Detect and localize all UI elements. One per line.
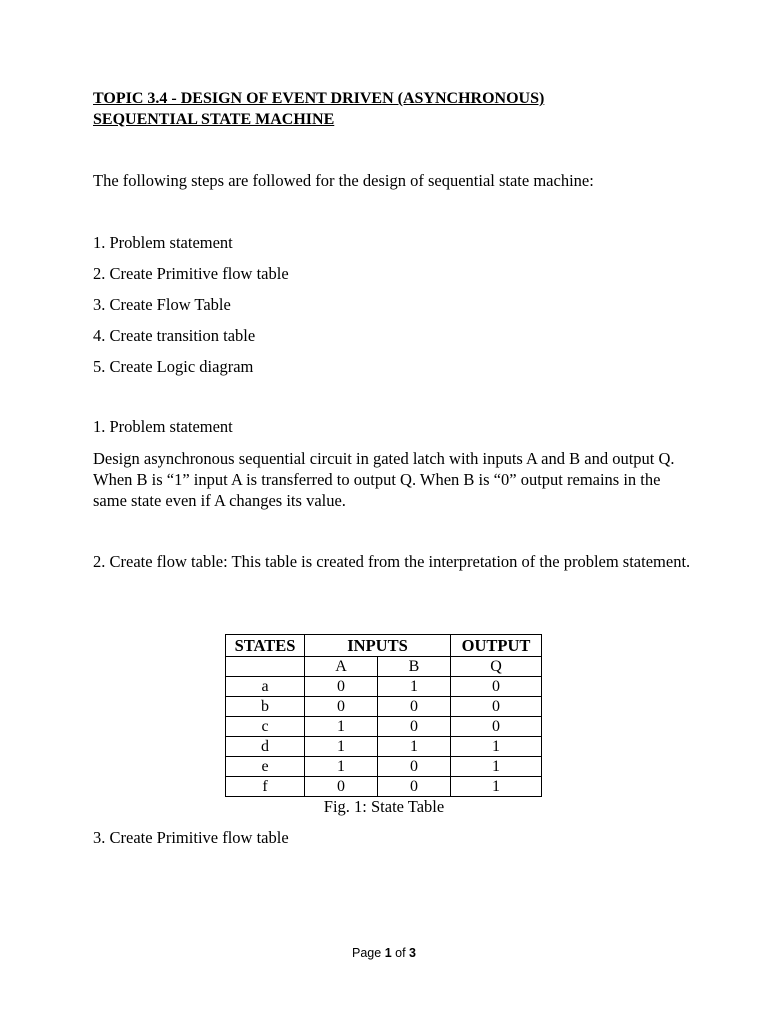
table-row — [226, 737, 542, 757]
subheader-a: A — [305, 657, 378, 677]
cell-b: 1 — [378, 677, 451, 697]
intro-paragraph: The following steps are followed for the design of sequential state machine: — [93, 171, 594, 190]
steps-list — [93, 232, 289, 387]
cell-a: 1 — [305, 737, 378, 757]
step-item: 2. Create Primitive flow table — [93, 264, 289, 283]
cell-state: a — [226, 677, 305, 697]
cell-q: 1 — [451, 757, 542, 777]
page-footer — [0, 946, 768, 960]
footer-total-pages: 3 — [409, 946, 416, 960]
step-item: 5. Create Logic diagram — [93, 357, 254, 376]
document-title — [93, 88, 693, 130]
cell-state: b — [226, 697, 305, 717]
cell-b: 0 — [378, 717, 451, 737]
cell-state: e — [226, 757, 305, 777]
cell-state: d — [226, 737, 305, 757]
table-row — [226, 697, 542, 717]
step-item: 3. Create Flow Table — [93, 295, 231, 314]
section-1-heading: 1. Problem statement — [93, 417, 233, 436]
subheader-b: B — [378, 657, 451, 677]
table-row — [226, 677, 542, 697]
step-item: 1. Problem statement — [93, 233, 233, 252]
cell-q: 0 — [451, 677, 542, 697]
header-states: STATES — [226, 635, 305, 657]
title-line-1: TOPIC 3.4 - DESIGN OF EVENT DRIVEN (ASYNCHRONOUS) — [93, 90, 545, 107]
cell-b: 1 — [378, 737, 451, 757]
cell-a: 0 — [305, 777, 378, 797]
table-row — [226, 757, 542, 777]
header-output: OUTPUT — [451, 635, 542, 657]
table-row — [226, 717, 542, 737]
cell-a: 0 — [305, 697, 378, 717]
table-subheader-row — [226, 657, 542, 677]
step-item: 4. Create transition table — [93, 326, 256, 345]
cell-a: 1 — [305, 757, 378, 777]
cell-a: 1 — [305, 717, 378, 737]
cell-state: f — [226, 777, 305, 797]
footer-prefix: Page — [352, 946, 385, 960]
cell-b: 0 — [378, 697, 451, 717]
table-caption: Fig. 1: State Table — [323, 797, 445, 816]
cell-state: c — [226, 717, 305, 737]
problem-statement-text: Design asynchronous sequential circuit in gated latch with inputs A and B and output Q. When B is “1” input A is transferred to output Q. When B is “0” output remains in the same state even if A changes its value. — [93, 449, 675, 510]
cell-b: 0 — [378, 757, 451, 777]
cell-b: 0 — [378, 777, 451, 797]
cell-q: 0 — [451, 697, 542, 717]
section-2-heading: 2. Create flow table: This table is created from the interpretation of the problem statement. — [93, 552, 691, 571]
subheader-blank — [226, 657, 305, 677]
state-table — [225, 634, 542, 797]
cell-q: 0 — [451, 717, 542, 737]
cell-q: 1 — [451, 737, 542, 757]
cell-q: 1 — [451, 777, 542, 797]
table-header-row — [226, 635, 542, 657]
section-3-heading: 3. Create Primitive flow table — [93, 828, 289, 847]
title-line-2: SEQUENTIAL STATE MACHINE — [93, 111, 335, 128]
cell-a: 0 — [305, 677, 378, 697]
footer-current-page: 1 — [384, 946, 392, 960]
table-row — [226, 777, 542, 797]
footer-middle: of — [391, 946, 410, 960]
header-inputs: INPUTS — [305, 635, 451, 657]
subheader-q: Q — [451, 657, 542, 677]
